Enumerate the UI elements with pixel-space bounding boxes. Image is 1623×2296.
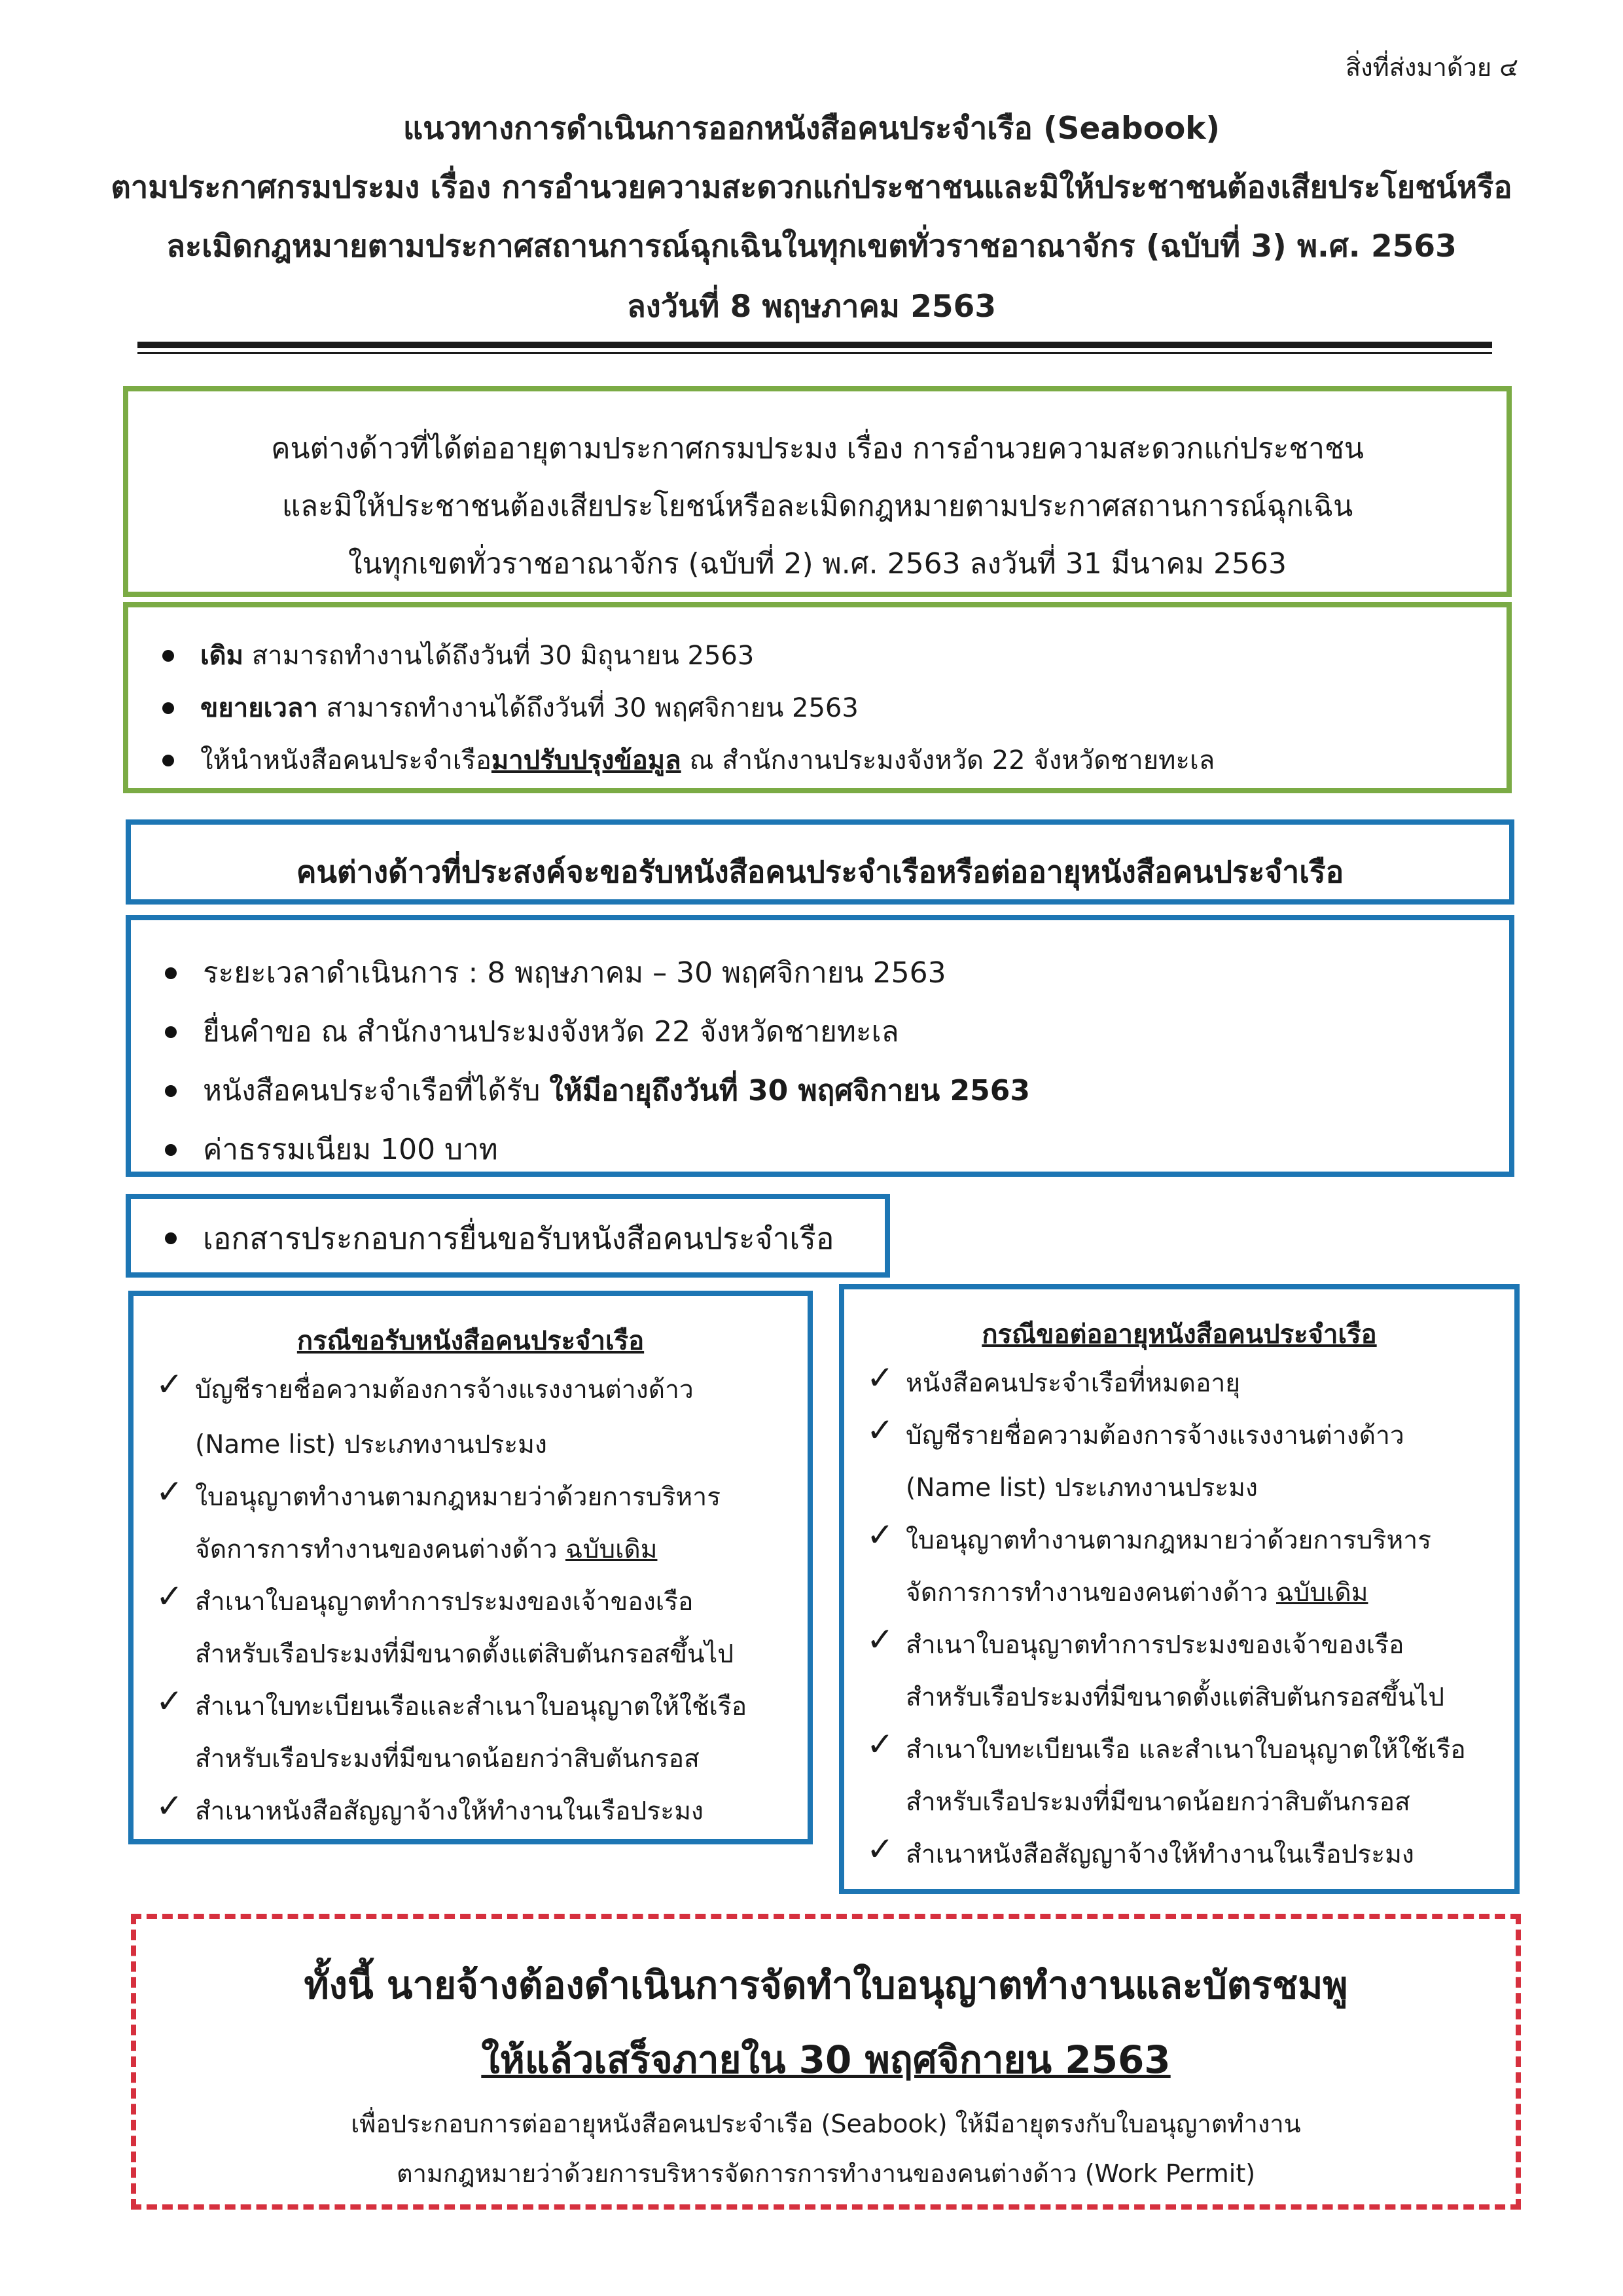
list-item [151,1003,1030,1062]
checklist-text-cont: สำหรับเรือประมงที่มีขนาดน้อยกว่าสิบตันกรอส [195,1744,700,1774]
checklist-text-cont: (Name list) ประเภทงานประมง [195,1430,547,1460]
checkmark-icon: ✓ [866,1725,894,1763]
checklist-text: บัญชีรายชื่อความต้องการจ้างแรงงานต่างด้าว [906,1421,1404,1450]
bullet-text: สามารถทำงานได้ถึงวันที่ 30 มิถุนายน 2563 [243,641,755,671]
checklist-item [156,1682,747,1727]
checklist-text: จัดการการทำงานของคนต่างด้าว [195,1535,558,1564]
checklist-text-cont: (Name list) ประเภทงานประมง [906,1473,1258,1503]
bullet-dot-icon [165,1026,177,1038]
bullet-dot-icon [165,1085,177,1097]
bullet-emphasis: ให้มีอายุถึงวันที่ 30 พฤศจิกายน 2563 [549,1074,1030,1107]
checkmark-icon: ✓ [156,1682,183,1720]
checklist-text-cont: สำหรับเรือประมงที่มีขนาดตั้งแต่สิบตันกรอสขึ้นไป [906,1683,1445,1712]
bullet-dot-icon [165,1144,177,1156]
checkmark-icon: ✓ [866,1359,894,1397]
checklist-text: ใบอนุญาตทำงานตามกฎหมายว่าด้วยการบริหาร [906,1526,1432,1555]
checkmark-icon: ✓ [156,1577,183,1615]
list-item [148,630,1215,682]
checklist-item [156,1473,721,1517]
checkmark-icon: ✓ [156,1365,183,1403]
list-item [151,1062,1030,1121]
list-item [151,1219,834,1258]
bullet-dot-icon [165,967,177,979]
checklist-text-cont: สำหรับเรือประมงที่มีขนาดน้อยกว่าสิบตันกรอส [906,1787,1410,1817]
list-item [151,1121,1030,1179]
checklist-text-cont: สำหรับเรือประมงที่มีขนาดตั้งแต่สิบตันกรอสขึ้นไป [195,1640,734,1669]
checklist-item [866,1725,1466,1770]
notice-line-1: ทั้งนี้ นายจ้างต้องดำเนินการจัดทำใบอนุญาตทำงานและบัตรชมพู [304,1963,1348,2007]
checklist-item [866,1621,1404,1665]
original-version-note: ฉบับเดิม [1276,1578,1368,1607]
checklist-text: สำเนาหนังสือสัญญาจ้างให้ทำงานในเรือประมง [195,1797,704,1826]
extended-header-line-3: ในทุกเขตทั่วราชอาณาจักร (ฉบับที่ 2) พ.ศ. 2563 ลงวันที่ 31 มีนาคม 2563 [348,547,1287,581]
checklist-text-cont [195,1529,657,1570]
bullet-text: หนังสือคนประจำเรือที่ได้รับ [203,1074,550,1107]
new-applicants-header: คนต่างด้าวที่ประสงค์จะขอรับหนังสือคนประจำเรือหรือต่ออายุหนังสือคนประจำเรือ [296,854,1344,889]
extended-workers-header-box [123,386,1512,597]
bullet-dot-icon [162,702,174,714]
notice-line-4: ตามกฎหมายว่าด้วยการบริหารจัดการการทำงานของคนต่างด้าว (Work Permit) [396,2159,1256,2188]
checklist-text: สำเนาหนังสือสัญญาจ้างให้ทำงานในเรือประมง [906,1840,1414,1869]
list-item [148,682,1215,734]
checkmark-icon: ✓ [866,1411,894,1449]
checklist-text: สำเนาใบทะเบียนเรือ และสำเนาใบอนุญาตให้ใช้เรือ [906,1735,1466,1765]
new-applicants-details-box [126,915,1514,1177]
documents-label: เอกสารประกอบการยื่นขอรับหนังสือคนประจำเรือ [203,1221,834,1256]
bullet-label: ขยายเวลา [200,693,318,723]
checklist-item [866,1516,1432,1560]
list-item [148,734,1215,787]
bullet-text: ระยะเวลาดำเนินการ : 8 พฤษภาคม – 30 พฤศจิกายน 2563 [203,956,946,990]
bullet-dot-icon [162,755,174,766]
checklist-text: สำเนาใบอนุญาตทำการประมงของเจ้าของเรือ [195,1587,694,1617]
bullet-text: สามารถทำงานได้ถึงวันที่ 30 พฤศจิกายน 2563 [317,693,859,723]
checklist-text: สำเนาใบทะเบียนเรือและสำเนาใบอนุญาตให้ใช้เรือ [195,1692,747,1721]
bullet-text: ค่าธรรมเนียม 100 บาท [203,1133,498,1166]
doc-title-line-3: ละเมิดกฎหมายตามประกาศสถานการณ์ฉุกเฉินในทุกเขตทั่วราชอาณาจักร (ฉบับที่ 3) พ.ศ. 2563 [166,228,1457,264]
new-seabook-case-title: กรณีขอรับหนังสือคนประจำเรือ [296,1326,645,1356]
renew-seabook-case-title: กรณีขอต่ออายุหนังสือคนประจำเรือ [982,1319,1377,1350]
checkmark-icon: ✓ [156,1473,183,1511]
checklist-text: จัดการการทำงานของคนต่างด้าว [906,1578,1268,1607]
bullet-label: เดิม [200,641,244,671]
checklist-text-cont [906,1572,1368,1613]
bullet-text: ยื่นคำขอ ณ สำนักงานประมงจังหวัด 22 จังหวัดชายทะเล [203,1015,899,1049]
checklist-text: สำเนาใบอนุญาตทำการประมงของเจ้าของเรือ [906,1630,1404,1660]
doc-title-line-1: แนวทางการดำเนินการออกหนังสือคนประจำเรือ (Seabook) [402,111,1221,147]
checklist-text: หนังสือคนประจำเรือที่หมดอายุ [906,1369,1241,1398]
documents-label-box [126,1194,890,1278]
notice-line-3: เพื่อประกอบการต่ออายุหนังสือคนประจำเรือ (Seabook) ให้มีอายุตรงกับใบอนุญาตทำงาน [351,2109,1301,2138]
extended-header-line-2: และมิให้ประชาชนต้องเสียประโยชน์หรือละเมิดกฎหมายตามประกาศสถานการณ์ฉุกเฉิน [281,490,1353,523]
bullet-text: ณ สำนักงานประมงจังหวัด 22 จังหวัดชายทะเล [681,745,1215,776]
extended-details-list [148,630,1215,787]
title-divider [137,342,1492,348]
bullet-dot-icon [162,650,174,662]
bullet-text: ให้นำหนังสือคนประจำเรือ [200,745,491,776]
extended-workers-details-box [123,602,1512,793]
checklist-item [156,1365,694,1410]
checklist-text: บัญชีรายชื่อความต้องการจ้างแรงงานต่างด้าว [195,1375,694,1405]
checklist-item [156,1577,694,1622]
bullet-dot-icon [165,1232,177,1244]
checklist-item [866,1411,1404,1456]
list-item [151,944,1030,1003]
renew-seabook-case-box [839,1284,1520,1894]
notice-deadline: ให้แล้วเสร็จภายใน 30 พฤศจิกายน 2563 [481,2037,1171,2082]
checklist-item [866,1830,1414,1874]
bullet-emphasis: มาปรับปรุงข้อมูล [491,745,681,776]
doc-title-line-4: ลงวันที่ 8 พฤษภาคม 2563 [626,289,997,325]
checklist-text: ใบอนุญาตทำงานตามกฎหมายว่าด้วยการบริหาร [195,1482,721,1512]
checkmark-icon: ✓ [156,1787,183,1825]
employer-notice-box [131,1914,1521,2210]
new-seabook-case-box [128,1291,813,1844]
annex-label: สิ่งที่ส่งมาด้วย ๔ [1345,53,1518,82]
checklist-item [156,1787,704,1831]
original-version-note: ฉบับเดิม [565,1535,658,1564]
new-applicants-list [151,944,1030,1179]
extended-header-line-1: คนต่างด้าวที่ได้ต่ออายุตามประกาศกรมประมง เรื่อง การอำนวยความสะดวกแก่ประชาชน [271,432,1364,465]
documents-label-list [151,1219,834,1258]
new-applicants-header-box [126,819,1514,905]
checklist-item [866,1359,1241,1403]
doc-title-line-2: ตามประกาศกรมประมง เรื่อง การอำนวยความสะดวกแก่ประชาชนและมิให้ประชาชนต้องเสียประโยชน์หรือ [111,170,1512,206]
checkmark-icon: ✓ [866,1516,894,1554]
checkmark-icon: ✓ [866,1830,894,1868]
title-divider-thin [137,352,1492,354]
checkmark-icon: ✓ [866,1621,894,1659]
